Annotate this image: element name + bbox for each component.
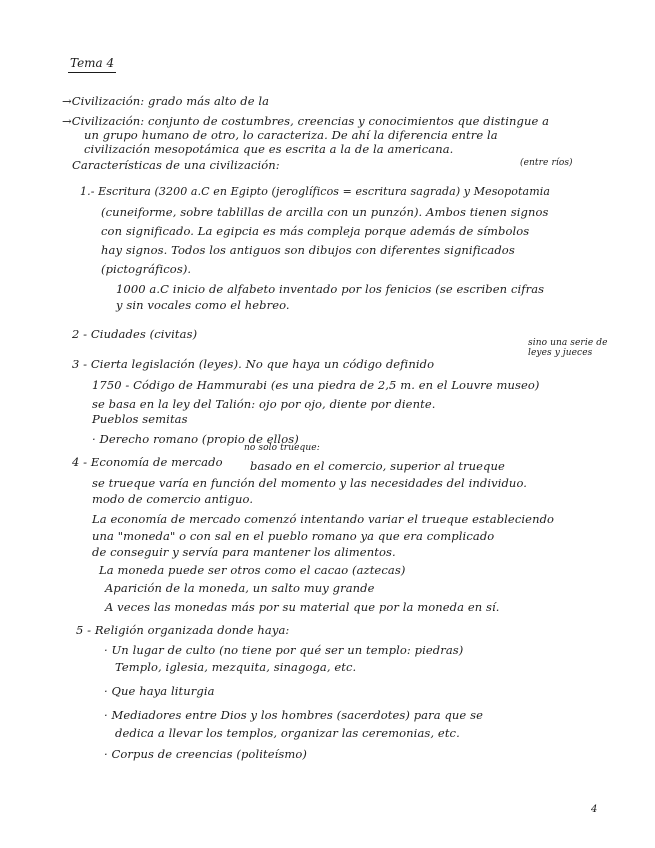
text-line: 1000 a.C inicio de alfabeto inventado por los fenicios (se escriben cifras <box>116 282 545 296</box>
text-line: 2 - Ciudades (civitas) <box>72 327 198 341</box>
text-line: Características de una civilización: <box>72 158 280 172</box>
margin-note: sino una serie de leyes y jueces <box>528 338 608 358</box>
text-line: · Corpus de creencias (politeísmo) <box>104 747 308 761</box>
text-line: Pueblos semitas <box>92 412 188 426</box>
text-line: y sin vocales como el hebreo. <box>116 298 290 312</box>
text-line: 1.- Escritura (3200 a.C en Egipto (jeroglíficos = escritura sagrada) y Mesopotamia <box>80 185 551 198</box>
text-line: →Civilización: grado más alto de la <box>62 94 270 108</box>
text-line: · Que haya liturgia <box>104 684 215 698</box>
text-line: de conseguir y servía para mantener los alimentos. <box>92 545 396 559</box>
text-line: civilización mesopotámica que es escrita a la de la americana. <box>84 142 454 156</box>
text-line: basado en el comercio, superior al trueque <box>250 459 505 473</box>
text-line: se trueque varía en función del momento y las necesidades del individuo. <box>92 476 528 490</box>
text-line: 5 - Religión organizada donde haya: <box>76 623 290 637</box>
text-line: modo de comercio antiguo. <box>92 492 254 506</box>
text-line: A veces las monedas más por su material que por la moneda en sí. <box>105 600 500 614</box>
text-line: 3 - Cierta legislación (leyes). No que haya un código definido <box>72 357 435 371</box>
title-underline <box>68 72 116 73</box>
text-line: se basa en la ley del Talión: ojo por ojo, diente por diente. <box>92 397 436 411</box>
text-line: (pictográficos). <box>101 262 192 276</box>
text-line: hay signos. Todos los antiguos son dibujos con diferentes significados <box>101 243 515 257</box>
text-line: Aparición de la moneda, un salto muy grande <box>105 581 375 595</box>
text-line: 4 - Economía de mercado <box>72 455 223 469</box>
margin-note: (entre ríos) <box>520 158 573 168</box>
text-line: · Derecho romano (propio de ellos) <box>92 432 299 446</box>
text-line: (cuneiforme, sobre tablillas de arcilla con un punzón). Ambos tienen signos <box>101 205 549 219</box>
text-line: · Mediadores entre Dios y los hombres (sacerdotes) para que se <box>104 708 483 722</box>
text-line: dedica a llevar los templos, organizar las ceremonias, etc. <box>115 726 460 740</box>
text-line: · Un lugar de culto (no tiene por qué ser un templo: piedras) <box>104 643 464 657</box>
text-line: La economía de mercado comenzó intentando variar el trueque estableciendo <box>92 512 555 526</box>
margin-note: no solo trueque: <box>244 443 320 453</box>
page-title: Tema 4 <box>70 56 115 70</box>
text-line: 1750 - Código de Hammurabi (es una piedra de 2,5 m. en el Louvre museo) <box>92 378 540 392</box>
text-line: →Civilización: conjunto de costumbres, creencias y conocimientos que distingue a <box>62 114 550 128</box>
page-number: 4 <box>591 804 598 815</box>
text-line: Templo, iglesia, mezquita, sinagoga, etc. <box>115 660 357 674</box>
text-line: La moneda puede ser otros como el cacao (aztecas) <box>99 563 406 577</box>
text-line: una "moneda" o con sal en el pueblo romano ya que era complicado <box>92 529 495 543</box>
text-line: con significado. La egipcia es más compleja porque además de símbolos <box>101 224 530 238</box>
text-line: un grupo humano de otro, lo caracteriza. De ahí la diferencia entre la <box>84 128 498 142</box>
